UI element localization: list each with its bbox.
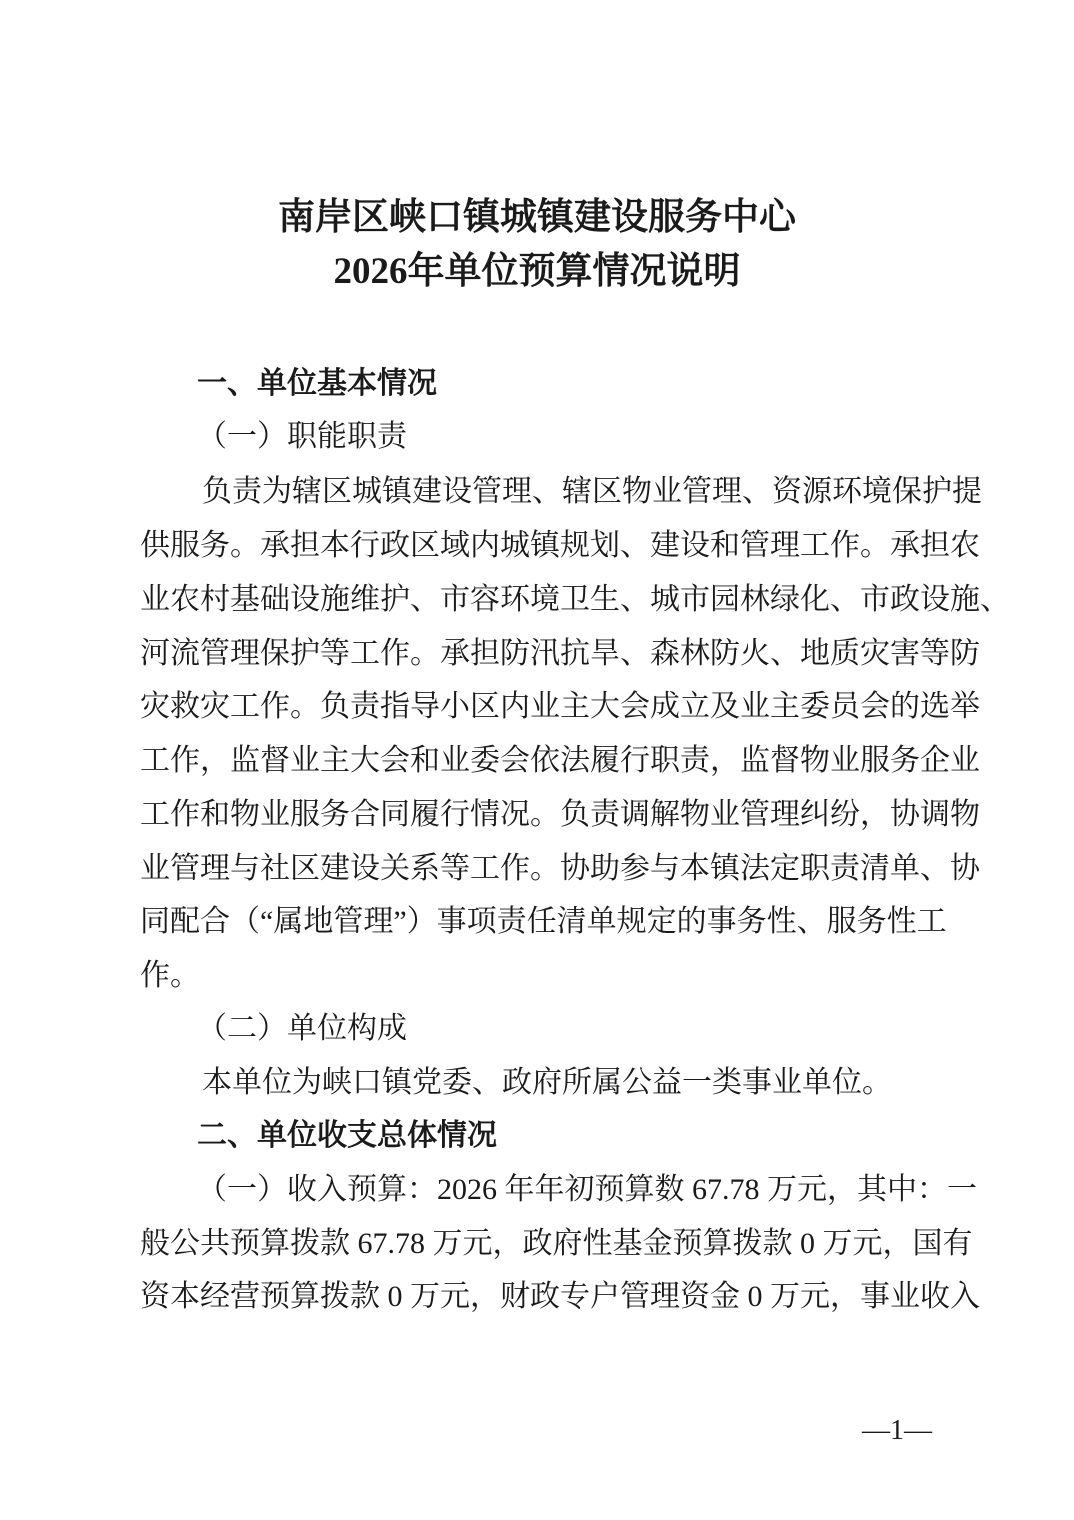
paragraph-line: 业管理与社区建设关系等工作。协助参与本镇法定职责清单、协	[140, 852, 980, 885]
paragraph-line: 同配合（“属地管理”）事项责任清单规定的事务性、服务性工	[140, 905, 947, 938]
paragraph-line: 业农村基础设施维护、市容环境卫生、城市园林绿化、市政设施、	[140, 583, 1010, 616]
document-title-line1: 南岸区峡口镇城镇建设服务中心	[278, 197, 796, 238]
paragraph-line: 般公共预算拨款 67.78 万元，政府性基金预算拨款 0 万元，国有	[140, 1227, 973, 1260]
paragraph-line: 负责为辖区城镇建设管理、辖区物业管理、资源环境保护提	[202, 475, 982, 508]
document-title-line2-text: 2026年单位预算情况说明	[333, 251, 741, 292]
paragraph-line: 供服务。承担本行政区域内城镇规划、建设和管理工作。承担农	[140, 529, 980, 562]
document-title-line2	[0, 249, 1074, 295]
section1-sub2-heading: （二）单位构成	[197, 1012, 407, 1045]
paragraph-line: 资本经营预算拨款 0 万元，财政专户管理资金 0 万元，事业收入	[140, 1280, 980, 1313]
paragraph-line: 工作，监督业主大会和业委会依法履行职责，监督物业服务企业	[140, 744, 980, 777]
paragraph-line: 灾救灾工作。负责指导小区内业主大会成立及业主委员会的选举	[140, 690, 980, 723]
section1-sub1-heading: （一）职能职责	[197, 420, 407, 453]
paragraph-line: 河流管理保护等工作。承担防汛抗旱、森林防火、地质灾害等防	[140, 637, 980, 670]
paragraph-line: （一）收入预算：2026 年年初预算数 67.78 万元，其中：一	[197, 1173, 977, 1206]
section1-heading: 一、单位基本情况	[197, 367, 437, 400]
section1-sub2-text: 本单位为峡口镇党委、政府所属公益一类事业单位。	[202, 1066, 892, 1099]
page-number: —1—	[862, 1415, 932, 1446]
section2-heading: 二、单位收支总体情况	[197, 1119, 497, 1152]
paragraph-line: 作。	[140, 959, 200, 992]
paragraph-line: 工作和物业服务合同履行情况。负责调解物业管理纠纷，协调物	[140, 798, 980, 831]
